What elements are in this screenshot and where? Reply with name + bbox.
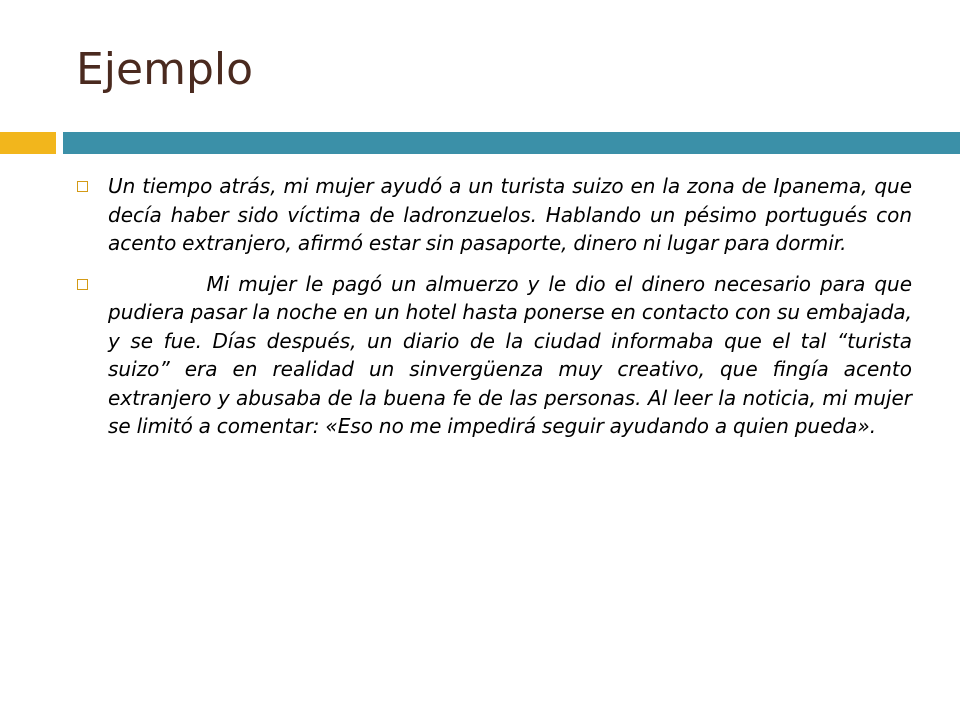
hollow-square-bullet-icon bbox=[77, 181, 88, 192]
slide-body bbox=[76, 172, 912, 453]
slide-title: Ejemplo bbox=[76, 44, 254, 95]
bullet-text: Un tiempo atrás, mi mujer ayudó a un turista suizo en la zona de Ipanema, que decía haber sido víctima de ladronzuelos. Hablando un pésimo portugués con acento extranjero, afirmó estar sin pasaporte, dinero ni lugar para dormir. bbox=[108, 174, 912, 255]
bullet-item bbox=[76, 172, 912, 258]
accent-bar bbox=[0, 132, 56, 154]
title-rule-bar bbox=[63, 132, 960, 154]
hollow-square-bullet-icon bbox=[77, 279, 88, 290]
bullet-text: Mi mujer le pagó un almuerzo y le dio el dinero necesario para que pudiera pasar la noche en un hotel hasta ponerse en contacto con su embajada, y se fue. Días después, un diario de la ciudad informaba que el tal “turista suizo” era en realidad un sinvergüenza muy creativo, que fingía acento extranjero y abusaba de la buena fe de las personas. Al leer la noticia, mi mujer se limitó a comentar: «Eso no me impedirá seguir ayudando a quien pueda». bbox=[108, 271, 912, 438]
bullet-item bbox=[76, 270, 912, 441]
